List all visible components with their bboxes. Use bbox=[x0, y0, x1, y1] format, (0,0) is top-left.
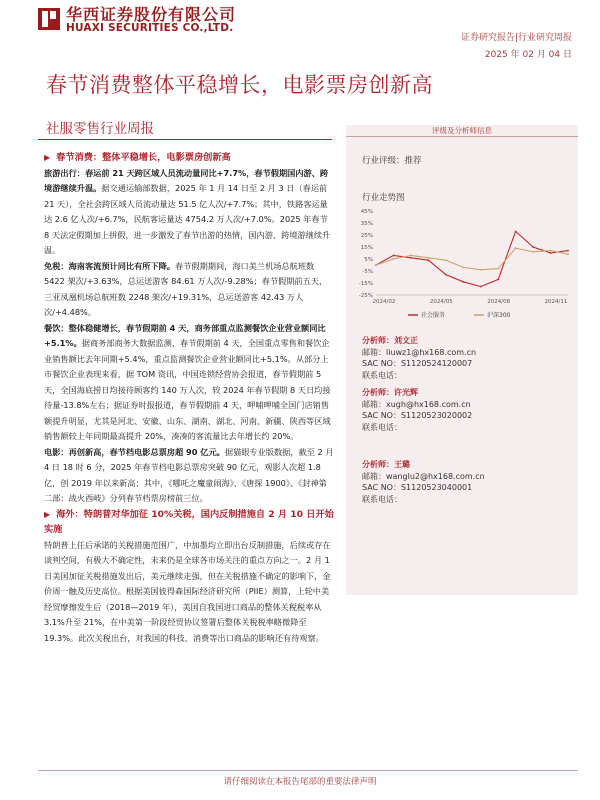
data-point bbox=[515, 247, 517, 249]
legend-label: 社会服务 bbox=[421, 312, 446, 319]
legend-label: 沪深300 bbox=[487, 312, 511, 319]
section-heading-spring-festival: ▶ 春节消费：整体平稳增长，电影票房创新高 bbox=[44, 152, 231, 163]
industry-trend-chart bbox=[346, 203, 578, 333]
logo-chinese-name: 华西证券股份有限公司 bbox=[66, 5, 237, 24]
data-point bbox=[550, 252, 552, 254]
huaxi-logo-icon bbox=[38, 8, 60, 30]
x-tick-label: 2024/05 bbox=[429, 299, 453, 305]
analyst-name: 分析师：刘文正 bbox=[362, 336, 418, 345]
data-point bbox=[480, 286, 482, 288]
bullet-icon: ▶ bbox=[44, 153, 51, 162]
data-point bbox=[445, 274, 447, 276]
data-point bbox=[550, 250, 552, 252]
data-point bbox=[393, 255, 395, 257]
analyst-sac: SAC NO：S1120523020002 bbox=[362, 411, 473, 420]
report-subtitle: 社服零售行业周报 bbox=[46, 121, 154, 137]
paragraph-travel: 旅游出行：春运前 21 天跨区域人员流动量同比+7.7%，春节假期国内游、跨境游继续升温。据交通运输部数据，2025 年 1 月 14 日至 2 月 3 日（春运前 21 天），全社会跨区域人员流动量达 51.5 亿人次/+7.7%；其中，铁路客运量达 2.6 亿人次/+6.7%，民航客运量达 4754.2 万人次/+7.0%。2025 年春节 8 天法定假期加上拼假，进一步激发了春节出游的热情，国内游、跨境游继续升温。 bbox=[44, 167, 331, 255]
analyst-phone: 联系电话： bbox=[362, 422, 402, 432]
industry-rating: 行业评级：推荐 bbox=[362, 156, 422, 166]
paragraph-catering: 餐饮：整体稳健增长，春节假期前 4 天，商务部重点监测餐饮企业营业额同比+5.1%。据商务部商务大数据监测，春节假期前 4 天，全国重点零售和餐饮企业销售额比去年同期+5.4%，重点监测餐饮企业营业额同比+5.1%。从部分上市餐饮企业表现来看，据 TOM 资讯，中国连锁经营协会报道，春节假期前 5 天，全国海底捞日均接待顾客约 140 万人次，较 2024 年春节假期 8 天日均接待量-13.8%左右；据证券时报报道，春节假期前 4 天，呷哺呷哺全国门店销售额提升明显，尤其是河北、安徽、山东、湖南、湖北、河南、新疆、陕西等区域销售额较上年同期最高提升 20%，凑凑的客流量比去年增长约 20%。 bbox=[44, 322, 331, 441]
data-point bbox=[445, 259, 447, 261]
logo-english-name: HUAXI SECURITIES CO.,LTD. bbox=[66, 22, 234, 34]
analyst-email: 邮箱：wanglu2@hx168.com.cn bbox=[362, 471, 485, 481]
data-point bbox=[393, 258, 395, 260]
analyst-block-2 bbox=[362, 387, 472, 433]
trend-chart-title: 行业走势图 bbox=[362, 193, 405, 203]
data-point bbox=[515, 231, 517, 233]
analyst-email: 邮箱：xugh@hx168.com.cn bbox=[362, 399, 471, 409]
series-line-hs300 bbox=[376, 248, 568, 270]
data-point bbox=[497, 268, 499, 270]
data-point bbox=[567, 253, 569, 255]
analyst-name: 分析师：许光辉 bbox=[362, 388, 418, 397]
analyst-sac: SAC NO：S1120523040001 bbox=[362, 483, 473, 492]
y-tick-label: 45% bbox=[360, 209, 373, 215]
section-heading-overseas: ▶ 海外：特朗普对华加征 10%关税，国内反制措施自 2 月 10 日开始实施 bbox=[44, 508, 334, 535]
report-category: 证券研究报告|行业研究周报 bbox=[460, 33, 572, 43]
bullet-icon: ▶ bbox=[44, 509, 51, 519]
analyst-phone: 联系电话： bbox=[362, 370, 402, 380]
analyst-block-1 bbox=[362, 335, 476, 381]
data-point bbox=[532, 246, 534, 248]
sidebar-header: 评级及分析师信息 bbox=[346, 125, 578, 137]
analyst-email: 邮箱：liuwz1@hx168.com.cn bbox=[362, 347, 477, 357]
footer-divider bbox=[38, 770, 578, 771]
x-tick-label: 2024/11 bbox=[544, 299, 568, 305]
data-point bbox=[462, 267, 464, 269]
series-line-social-service bbox=[376, 231, 568, 286]
subtitle-divider bbox=[38, 139, 332, 140]
x-tick-label: 2024/02 bbox=[372, 299, 396, 305]
data-point bbox=[567, 250, 569, 252]
data-point bbox=[410, 257, 412, 259]
data-point bbox=[427, 259, 429, 261]
y-tick-label: 25% bbox=[360, 233, 373, 239]
data-point bbox=[375, 264, 377, 266]
paragraph-tariff: 特朗普上任后承诺的关税措施范围广，中加墨均立即出台反制措施，后续或存在谈判空间，有极大不确定性，未来仍是全球各市场关注的重点方向之一。2 月 1 日美国加征关税措施发出后，美元继续走强，但在关税措施不确定的影响下，金价周一触及历史高位。根据美国彼得森国际经济研究所（PIIE）测算，上轮中美经贸摩擦发生后（2018—2019 年），美国自我国进口商品的整体关税税率从 3.1%升至 21%，在中美第一阶段经贸协议签署后整体关税税率略微降至 19.3%。此次关税出台，对我国的科技、消费等出口商品的影响还有待观察。 bbox=[44, 539, 331, 643]
data-point bbox=[410, 255, 412, 257]
analyst-name: 分析师：王璐 bbox=[362, 460, 410, 469]
report-date: 2025 年 02 月 04 日 bbox=[484, 50, 572, 60]
report-title: 春节消费整体平稳增长，电影票房创新高 bbox=[46, 73, 433, 97]
paragraph-duty-free: 免税：海南客流预计同比有所下降。春节假期期间，海口美兰机场总航班数 5422 架次/+3.63%，总运送游客 84.61 万人次/-9.28%；春节假期前五天，三亚凤凰机场总航班数 2248 架次/+19.31%，总运送游客 42.43 万人次/+4.48%。 bbox=[44, 260, 328, 317]
data-point bbox=[497, 279, 499, 281]
y-tick-label: -5% bbox=[362, 269, 373, 275]
sidebar-panel bbox=[346, 125, 578, 595]
y-tick-label: -25% bbox=[358, 293, 373, 299]
analyst-block-3 bbox=[362, 459, 485, 505]
y-tick-label: -15% bbox=[358, 281, 373, 287]
legal-notice: 请仔细阅读在本报告尾部的重要法律声明 bbox=[223, 777, 377, 787]
data-point bbox=[427, 257, 429, 259]
report-body bbox=[44, 150, 334, 646]
y-tick-label: 5% bbox=[364, 257, 373, 263]
y-tick-label: 35% bbox=[360, 221, 373, 227]
analyst-sac: SAC NO：S1120524120007 bbox=[362, 359, 473, 368]
analyst-phone: 联系电话： bbox=[362, 494, 402, 504]
x-tick-label: 2024/08 bbox=[487, 299, 511, 305]
data-point bbox=[462, 281, 464, 283]
paragraph-film: 电影：再创新高，春节档电影总票房超 90 亿元。据猫眼专业版数据，截至 2 月 4 日 18 时 6 分，2025 年春节档电影总票房突破 90 亿元，观影人次超 1.8 亿，创 2019 年以来新高；其中，《哪吒之魔童闹海》、《唐探 1900》、《封神第二部：战火西岐》分列春节档票房榜前三位。 bbox=[44, 446, 334, 503]
data-point bbox=[532, 251, 534, 253]
data-point bbox=[480, 269, 482, 271]
y-tick-label: 15% bbox=[360, 245, 373, 251]
